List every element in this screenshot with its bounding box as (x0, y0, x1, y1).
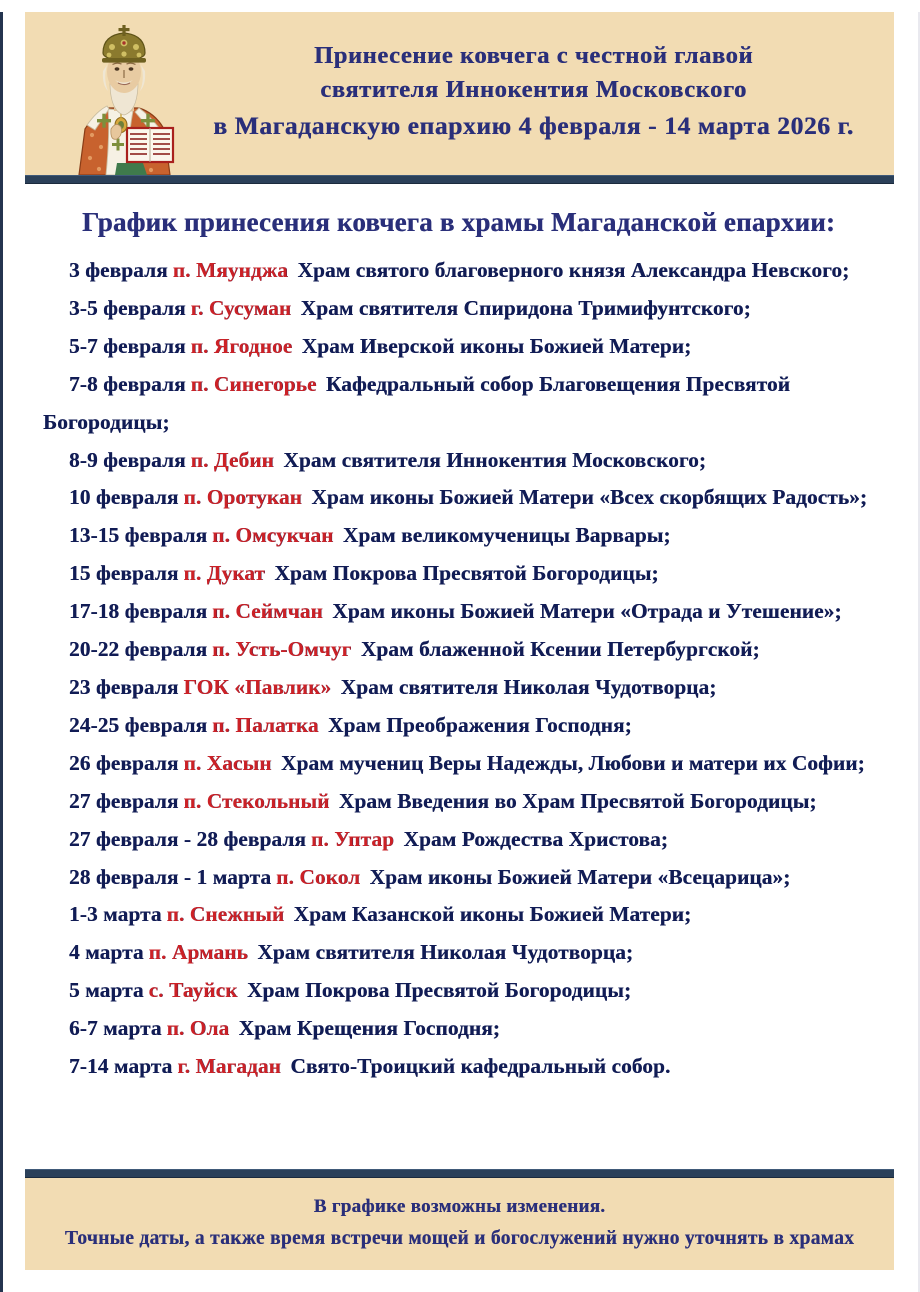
entry-temple: Храм Иверской иконы Божией Матери; (296, 333, 692, 358)
entry-date: 7-8 февраля (69, 371, 186, 396)
schedule-entry (43, 1048, 888, 1086)
entry-place: г. Магадан (177, 1054, 281, 1079)
entry-date: 5-7 февраля (69, 333, 186, 358)
entry-temple: Храм Казанской иконы Божией Матери; (288, 902, 692, 927)
schedule-entry (43, 290, 888, 328)
schedule-entry (43, 821, 888, 859)
header-divider-rule (25, 175, 894, 184)
schedule-entry (43, 934, 888, 972)
schedule-entry (43, 442, 888, 480)
entry-date: 23 февраля (69, 674, 179, 699)
schedule-entry (43, 252, 888, 290)
entry-date: 1-3 марта (69, 902, 162, 927)
header-banner (25, 12, 894, 175)
entry-place: п. Стекольный (183, 788, 330, 813)
footer-note (25, 1178, 894, 1270)
poster-root (0, 12, 920, 1292)
entry-temple: Храм Покрова Пресвятой Богородицы; (269, 561, 659, 586)
entry-place: г. Сусуман (190, 295, 292, 320)
schedule-entry (43, 859, 888, 897)
footer-line-1: В графике возможны изменения. (313, 1196, 606, 1217)
entry-date: 10 февраля (69, 485, 179, 510)
header-title-line-1: Принесение ковчега с честной главой (313, 41, 754, 69)
schedule-entry (43, 783, 888, 821)
entry-date: 17-18 февраля (69, 599, 208, 624)
entry-temple: Храм мучениц Веры Надежды, Любови и матери их Софии; (275, 750, 865, 775)
entry-place: ГОК «Павлик» (183, 674, 332, 699)
entry-date: 26 февраля (69, 750, 179, 775)
footer-line-2: Точные даты, а также время встречи мощей и богослужений нужно уточнять в храмах (64, 1227, 855, 1249)
schedule-entry (43, 366, 888, 442)
schedule-heading: График принесения ковчега в храмы Магаданской епархии: (81, 207, 836, 237)
schedule-entry (43, 631, 888, 669)
entry-date: 24-25 февраля (69, 712, 208, 737)
entry-date: 27 февраля (69, 788, 179, 813)
entry-temple: Храм иконы Божией Матери «Отрада и Утешение»; (326, 599, 842, 624)
entry-place: с. Тауйск (148, 978, 238, 1003)
entry-date: 8-9 февраля (69, 447, 186, 472)
schedule-entry (43, 555, 888, 593)
header-title-line-2: святителя Иннокентия Московского (320, 76, 747, 104)
entry-place: п. Оротукан (183, 485, 302, 510)
schedule-section (3, 184, 918, 1169)
schedule-entry (43, 479, 888, 517)
schedule-entry (43, 669, 888, 707)
entry-temple: Храм великомученицы Варвары; (337, 523, 671, 548)
entry-date: 6-7 марта (69, 1016, 162, 1041)
entry-place: п. Снежный (166, 902, 285, 927)
header-title-block (183, 12, 894, 175)
entry-date: 7-14 марта (69, 1054, 173, 1079)
entry-place: п. Палатка (212, 712, 319, 737)
schedule-entry (43, 745, 888, 783)
entry-temple: Храм Крещения Господня; (233, 1016, 500, 1041)
schedule-list (25, 252, 892, 1086)
entry-date: 3 февраля (69, 258, 168, 282)
entry-place: п. Дукат (183, 561, 265, 586)
entry-place: п. Омсукчан (212, 523, 334, 548)
entry-temple: Храм Рождества Христова; (398, 826, 668, 851)
entry-date: 28 февраля - 1 марта (69, 864, 272, 889)
schedule-entry (43, 1010, 888, 1048)
entry-date: 5 марта (69, 978, 144, 1003)
schedule-entry (43, 707, 888, 745)
entry-temple: Храм Покрова Пресвятой Богородицы; (241, 978, 632, 1003)
entry-temple: Храм святителя Николая Чудотворца; (251, 940, 634, 965)
entry-place: п. Сеймчан (212, 599, 323, 624)
schedule-entry (43, 593, 888, 631)
schedule-entry (43, 896, 888, 934)
entry-place: п. Мяунджа (172, 258, 289, 282)
entry-place: п. Уптар (310, 826, 395, 851)
entry-temple: Храм блаженной Ксении Петербургской; (355, 637, 760, 662)
saint-icon-wrap (25, 12, 183, 175)
entry-place: п. Хасын (183, 750, 272, 775)
entry-date: 20-22 февраля (69, 637, 208, 662)
entry-temple: Свято-Троицкий кафедральный собор. (285, 1054, 671, 1079)
entry-place: п. Армань (148, 940, 248, 965)
entry-place: п. Ола (166, 1016, 230, 1041)
entry-temple: Храм Преображения Господня; (322, 712, 632, 737)
entry-date: 4 марта (69, 940, 144, 965)
entry-temple: Храм святого благоверного князя Александра Невского; (292, 258, 850, 282)
entry-place: п. Дебин (190, 447, 274, 472)
entry-date: 3-5 февраля (69, 295, 186, 320)
header-title-line-3: в Магаданскую епархию 4 февраля - 14 марта 2026 г. (213, 111, 854, 141)
footer-divider-rule (25, 1169, 894, 1178)
entry-temple: Храм иконы Божией Матери «Всецарица»; (364, 864, 791, 889)
entry-date: 15 февраля (69, 561, 179, 586)
entry-date: 13-15 февраля (69, 523, 208, 548)
entry-place: п. Сокол (276, 864, 361, 889)
entry-place: п. Усть-Омчуг (212, 637, 352, 662)
entry-temple: Храм Введения во Храм Пресвятой Богородицы; (333, 788, 817, 813)
schedule-entry (43, 972, 888, 1010)
entry-date: 27 февраля - 28 февраля (69, 826, 306, 851)
entry-temple: Храм иконы Божией Матери «Всех скорбящих Радость»; (305, 485, 868, 510)
saint-innocent-icon (65, 25, 183, 175)
schedule-entry (43, 328, 888, 366)
entry-place: п. Ягодное (190, 333, 293, 358)
entry-temple: Храм святителя Николая Чудотворца; (335, 674, 717, 699)
entry-place: п. Синегорье (190, 371, 317, 396)
entry-temple: Храм святителя Иннокентия Московского; (277, 447, 707, 472)
entry-temple: Храм святителя Спиридона Тримифунтского; (295, 295, 751, 320)
entry-temple: Кафедральный собор Благовещения Пресвятой Богородицы; (43, 371, 791, 434)
schedule-entry (43, 517, 888, 555)
